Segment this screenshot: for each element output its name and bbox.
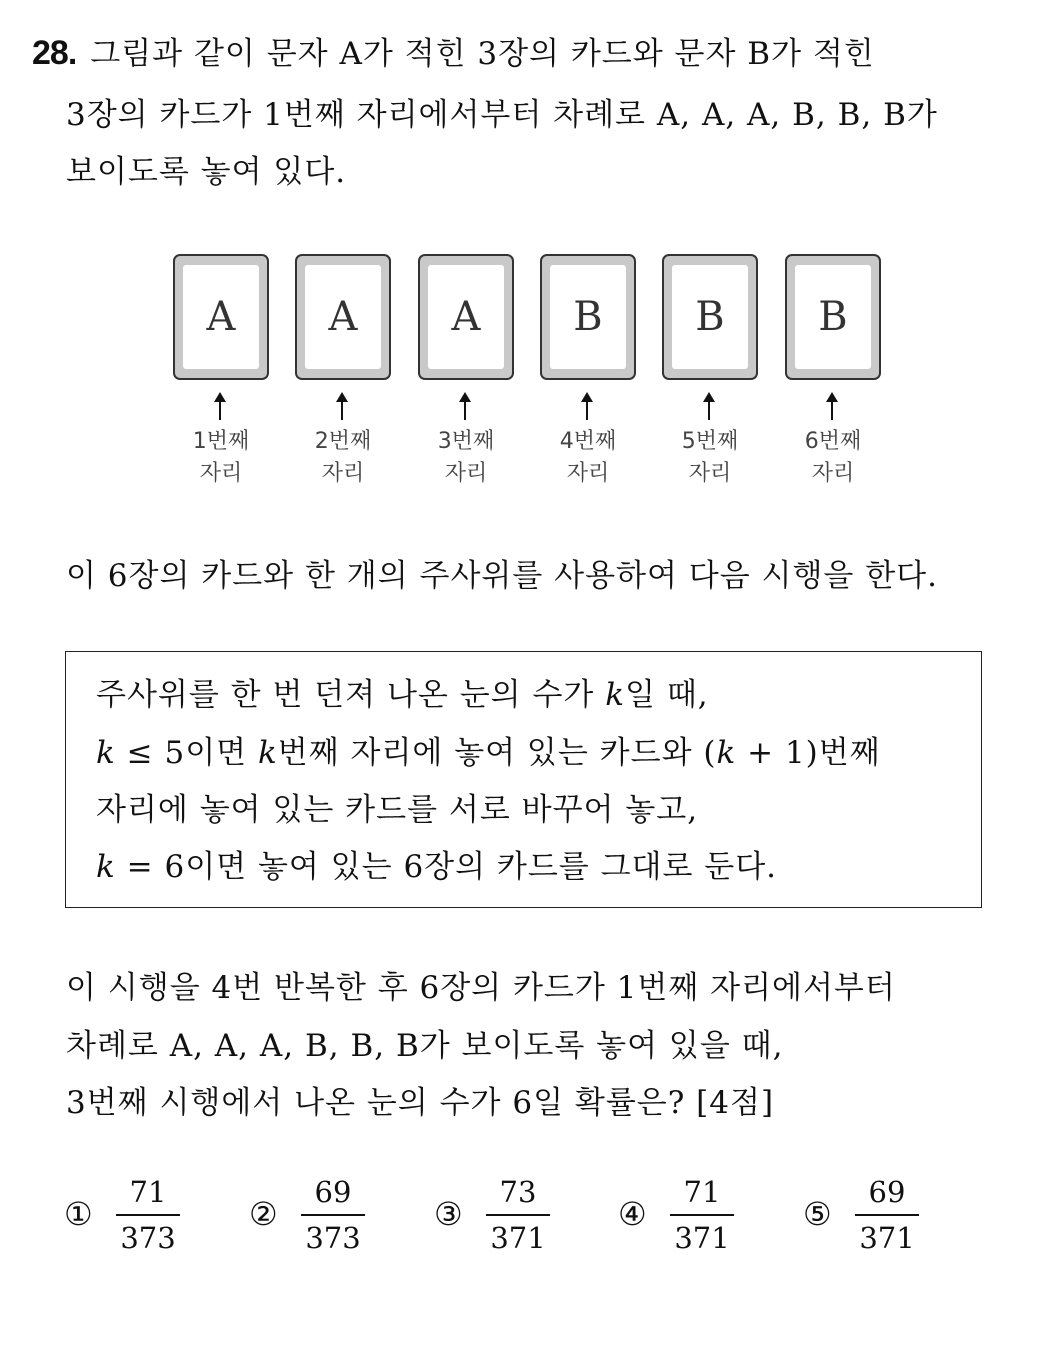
intro-text-1: 그림과 같이 문자 A가 적힌 3장의 카드와 문자 B가 적힌 [90, 36, 875, 72]
middle-line: 이 6장의 카드와 한 개의 주사위를 사용하여 다음 시행을 한다. [66, 558, 938, 594]
card [785, 254, 881, 380]
rule-line-2: k ≤ 5이면 k번째 자리에 놓여 있는 카드와 (k + 1)번째 [96, 735, 881, 771]
question-line-1: 이 시행을 4번 반복한 후 6장의 카드가 1번째 자리에서부터 [66, 970, 896, 1006]
rule-box [65, 651, 982, 908]
fraction: 69 373 [301, 1172, 365, 1258]
rule-line-3: 자리에 놓여 있는 카드를 서로 바꾸어 놓고, [96, 792, 699, 828]
position-label: 3번째 자리 [437, 429, 495, 486]
choice-mark: ③ [434, 1195, 463, 1233]
rule-line-1: 주사위를 한 번 던져 나온 눈의 수가 k일 때, [96, 677, 709, 713]
card [295, 254, 391, 380]
position-label: 6번째 자리 [804, 429, 862, 486]
card-letter: B [550, 265, 626, 369]
choice-mark: ④ [618, 1195, 647, 1233]
rule-line-4: k = 6이면 놓여 있는 6장의 카드를 그대로 둔다. [96, 849, 778, 885]
intro-line-1 [32, 33, 875, 74]
position-label: 1번째 자리 [192, 429, 250, 486]
question-number: 28. [32, 34, 77, 72]
card-letter: B [795, 265, 871, 369]
fraction: 73 371 [486, 1172, 550, 1258]
fraction: 71 371 [670, 1172, 734, 1258]
choice-mark: ⑤ [803, 1195, 832, 1233]
position-label: 5번째 자리 [681, 429, 739, 486]
fraction: 71 373 [116, 1172, 180, 1258]
card-letter: B [672, 265, 748, 369]
answer-choices [0, 1172, 1046, 1262]
card-figure [173, 254, 883, 494]
question-line-2: 차례로 A, A, A, B, B, B가 보이도록 놓여 있을 때, [66, 1028, 784, 1064]
card [173, 254, 269, 380]
intro-line-3: 보이도록 놓여 있다. [66, 154, 347, 190]
intro-line-2: 3장의 카드가 1번째 자리에서부터 차례로 A, A, A, B, B, B가 [66, 97, 938, 133]
position-label: 2번째 자리 [314, 429, 372, 486]
choice-mark: ① [64, 1195, 93, 1233]
choice-mark: ② [249, 1195, 278, 1233]
position-label: 4번째 자리 [559, 429, 617, 486]
question-line-3: 3번째 시행에서 나온 눈의 수가 6일 확률은? [4점] [66, 1085, 775, 1121]
card [540, 254, 636, 380]
card [418, 254, 514, 380]
card-letter: A [305, 265, 381, 369]
card-letter: A [183, 265, 259, 369]
fraction: 69 371 [855, 1172, 919, 1258]
card [662, 254, 758, 380]
card-letter: A [428, 265, 504, 369]
